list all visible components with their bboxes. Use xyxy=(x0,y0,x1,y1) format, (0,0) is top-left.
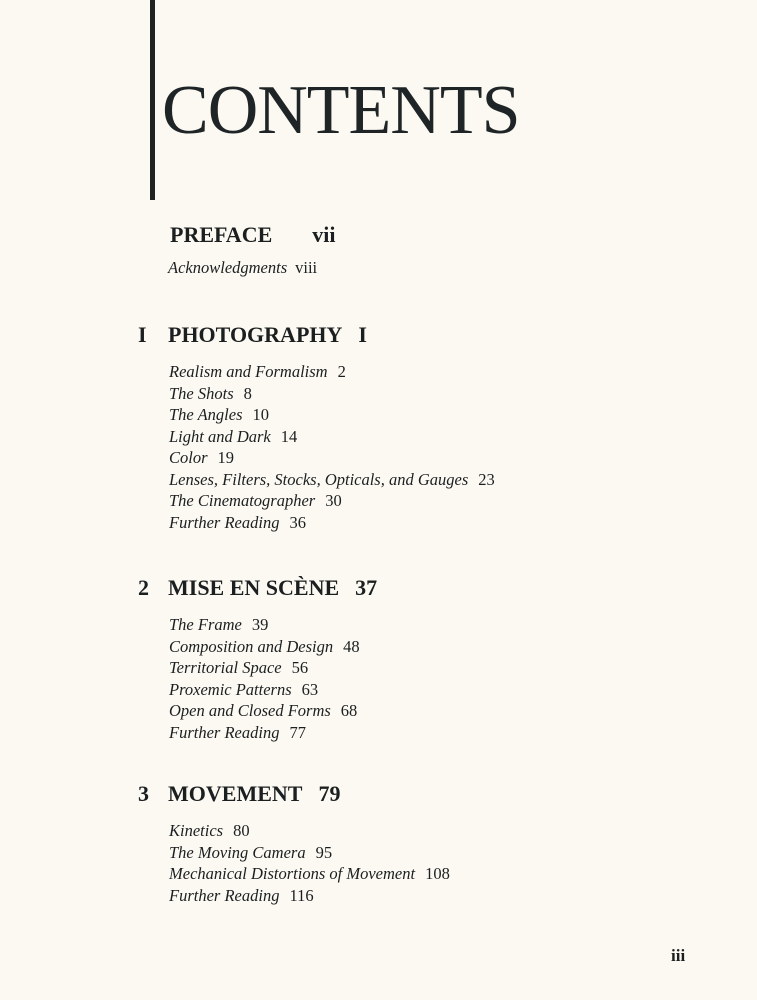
entry-page: 68 xyxy=(340,701,358,720)
entry-page: 80 xyxy=(233,821,250,840)
chapter-heading xyxy=(138,779,450,809)
entry-title: Realism and Formalism xyxy=(169,362,328,381)
chapter-title: MISE EN SCÈNE xyxy=(168,575,340,600)
entry-title: Composition and Design xyxy=(169,636,334,656)
entry-page: 30 xyxy=(325,491,342,510)
toc-entry xyxy=(169,636,377,658)
preface-page: vii xyxy=(312,222,336,247)
toc-entry xyxy=(169,426,495,448)
entry-page: 63 xyxy=(301,679,319,699)
entry-page: 108 xyxy=(425,864,450,883)
entry-page: 8 xyxy=(243,383,252,403)
toc-entry xyxy=(169,361,495,383)
entry-title: Further Reading xyxy=(169,722,280,742)
chapter-entries xyxy=(169,820,450,906)
entry-title: Lenses, Filters, Stocks, Opticals, and Gauges xyxy=(169,469,469,489)
entry-title: Open and Closed Forms xyxy=(169,701,331,720)
toc-entry xyxy=(169,722,377,744)
page-title: CONTENTS xyxy=(162,72,520,149)
chapter-page: 79 xyxy=(318,781,341,806)
entry-page: 116 xyxy=(289,885,314,905)
toc-entry xyxy=(169,512,495,534)
entry-page: 14 xyxy=(280,426,298,446)
preface-label: PREFACE xyxy=(170,222,273,247)
toc-entry xyxy=(169,679,377,701)
chapter-entries xyxy=(169,614,377,743)
entry-title: The Cinematographer xyxy=(169,491,316,510)
chapter-3 xyxy=(138,779,450,906)
entry-page: 39 xyxy=(251,615,269,634)
entry-title: Territorial Space xyxy=(169,658,282,677)
toc-entry xyxy=(169,490,495,512)
entry-page: 2 xyxy=(337,362,346,381)
entry-title: Mechanical Distortions of Movement xyxy=(169,864,416,883)
chapter-2 xyxy=(138,573,377,743)
entry-page: 10 xyxy=(252,405,269,424)
toc-entry xyxy=(169,447,495,469)
entry-page: 56 xyxy=(291,658,309,677)
entry-title: Proxemic Patterns xyxy=(169,679,292,699)
entry-title: Color xyxy=(169,448,208,467)
toc-entry xyxy=(169,657,377,679)
toc-entry xyxy=(169,863,450,885)
entry-page: 48 xyxy=(343,636,360,656)
entry-title: The Shots xyxy=(169,383,234,403)
entry-page: 36 xyxy=(289,512,306,532)
entry-title: The Angles xyxy=(169,405,243,424)
vertical-rule xyxy=(150,0,155,200)
toc-entry xyxy=(169,700,377,722)
entry-page: 19 xyxy=(217,448,235,467)
chapter-heading xyxy=(138,320,495,350)
entry-title: The Moving Camera xyxy=(169,842,306,862)
chapter-1 xyxy=(138,320,495,533)
toc-entry xyxy=(169,614,377,636)
entry-title: Further Reading xyxy=(169,885,280,905)
toc-entry xyxy=(169,383,495,405)
chapter-number: I xyxy=(138,322,147,347)
entry-title: The Frame xyxy=(169,615,242,634)
chapter-page: 37 xyxy=(355,575,378,600)
acknowledgments-title: Acknowledgments xyxy=(168,258,288,277)
preface-heading xyxy=(170,222,336,248)
entry-title: Light and Dark xyxy=(169,426,271,446)
chapter-page: I xyxy=(358,322,367,347)
chapter-number: 3 xyxy=(138,781,149,806)
entry-page: 77 xyxy=(289,722,306,742)
chapter-title: MOVEMENT xyxy=(168,781,303,806)
page-number: iii xyxy=(671,946,686,965)
chapter-title: PHOTOGRAPHY xyxy=(168,322,343,347)
toc-entry xyxy=(169,820,450,842)
entry-page: 95 xyxy=(315,842,333,862)
chapter-entries xyxy=(169,361,495,533)
toc-entry xyxy=(169,469,495,491)
chapter-heading xyxy=(138,573,377,603)
chapter-number: 2 xyxy=(138,575,149,600)
acknowledgments-page: viii xyxy=(295,258,318,277)
entry-page: 23 xyxy=(478,469,495,489)
entry-title: Kinetics xyxy=(169,821,224,840)
toc-entry xyxy=(169,404,495,426)
toc-entry xyxy=(169,885,450,907)
acknowledgments-entry xyxy=(168,258,317,278)
entry-title: Further Reading xyxy=(169,512,280,532)
toc-entry xyxy=(169,842,450,864)
